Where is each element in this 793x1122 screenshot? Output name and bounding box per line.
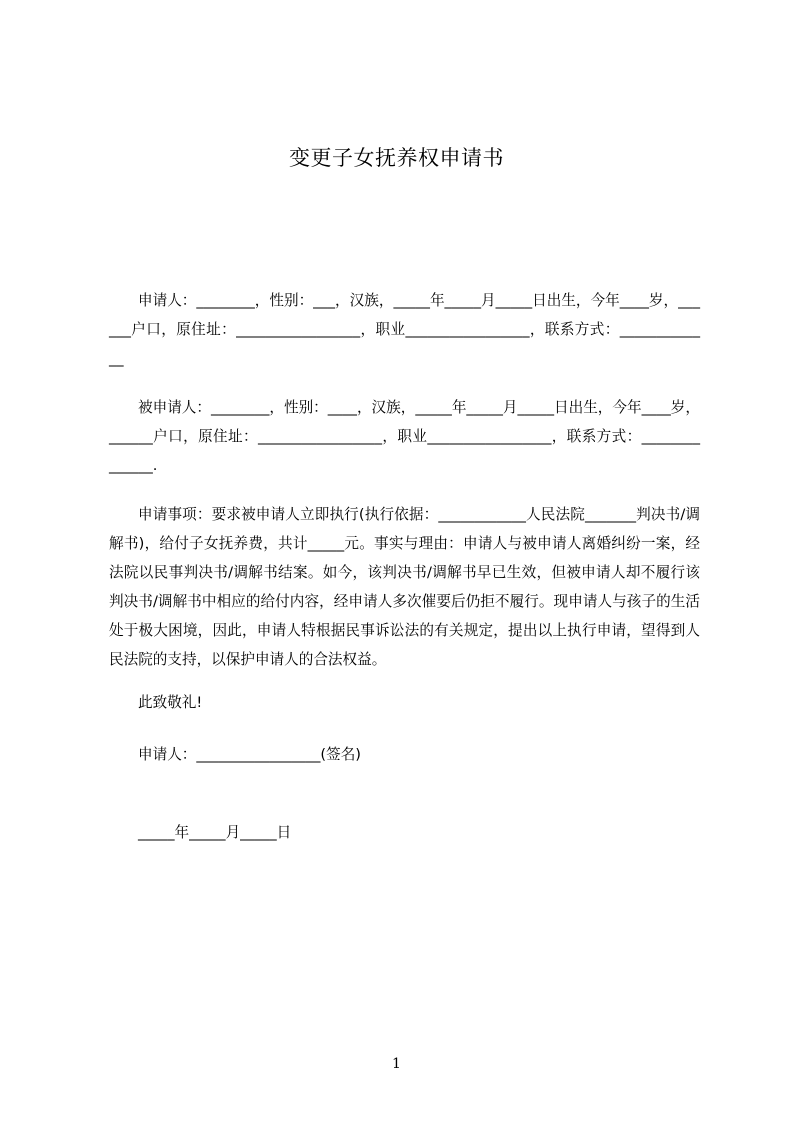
respondent-info-paragraph: 被申请人：________，性别：____，汉族，_____年_____月_____日出生，今年____岁，______户口，原住址：_________________，职业_________________，联系方式：______________. (109, 399, 700, 474)
signature-line: 申请人：_________________(签名) (138, 746, 361, 763)
request-and-reasons-paragraph: 申请事项：要求被申请人立即执行(执行依据：____________人民法院_______判决书/调解书)，给付子女抚养费，共计_____元。事实与理由：申请人与被申请人离婚纠纷一案，经法院以民事判决书/调解书结案。如今，该判决书/调解书早已生效，但被申请人却不履行该判决书/调解书中相应的给付内容，经申请人多次催要后仍拒不履行。现申请人与孩子的生活处于极大困境，因此，申请人特根据民事诉讼法的有关规定，提出以上执行申请，望得到人民法院的支持，以保护申请人的合法权益。 (109, 506, 700, 668)
page-number: 1 (392, 1056, 401, 1072)
date-line: _____年_____月_____日 (138, 824, 292, 841)
closing-salutation: 此致敬礼! (138, 694, 203, 711)
document-title: 变更子女抚养权申请书 (289, 146, 504, 170)
applicant-info-paragraph: 申请人：________，性别：___，汉族，_____年_____月_____日出生，今年____岁，______户口，原住址：_________________，职业_________________，联系方式：_____________ (109, 292, 700, 367)
